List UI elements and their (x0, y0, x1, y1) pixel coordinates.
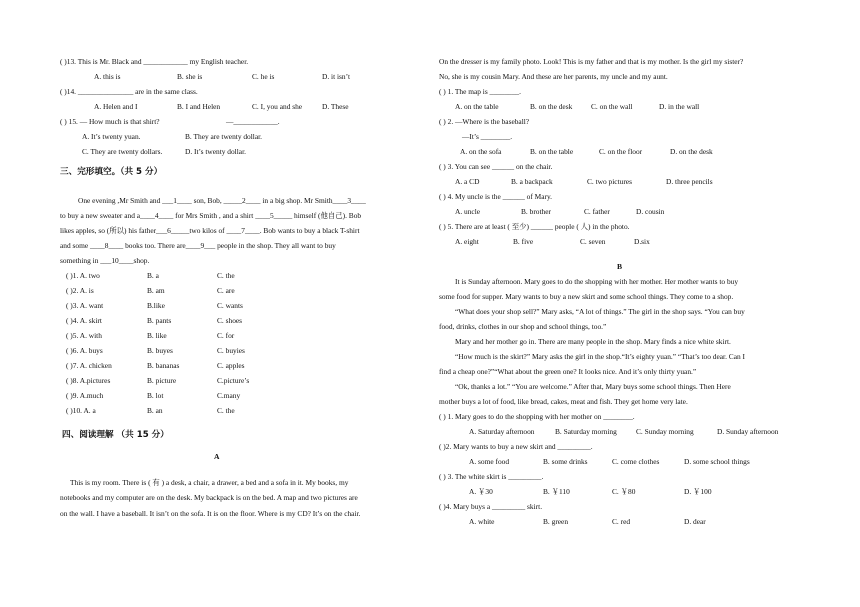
passage-line: This is my room. There is ( 有 ) a desk, a chair, a drawer, a bed and a sofa in it. My books, my (70, 478, 349, 487)
option-c: C. on the floor (599, 147, 643, 156)
cloze-item: ( )10. A. a (66, 406, 96, 415)
passage-line: “How much is the skirt?” Mary asks the girl in the shop.“It’s eighty yuan.” “That’s too dear. Can I (455, 352, 746, 361)
question-13: ( )13. This is Mr. Black and ____________ my English teacher. (60, 57, 249, 66)
option-b: B.like (147, 301, 165, 310)
option-b: B. pants (147, 316, 172, 325)
question: ( ) 5. There are at least ( 至少) ______ people ( 人) in the photo. (439, 222, 630, 231)
option-b: B. green (543, 517, 569, 526)
option-a: A. some food (469, 457, 510, 466)
option-b: B. picture (147, 376, 177, 385)
question-15: ( ) 15. — How much is that shirt? (60, 117, 160, 126)
option-b: B. like (147, 331, 167, 340)
option-a: A. white (469, 517, 495, 526)
question-sub: —It’s ________. (462, 132, 513, 141)
option-a: A. on the sofa (460, 147, 502, 156)
option-c: C. wants (217, 301, 243, 310)
option-d: D. in the wall (659, 102, 700, 111)
option-c: C. I, you and she (252, 102, 303, 111)
cloze-line: likes apples, so (所以) his father___6_____two kilos of ____7____. Bob wants to buy a black T-shirt (60, 226, 360, 235)
option-c: C. buyies (217, 346, 245, 355)
option-a: A. ￥30 (469, 487, 493, 496)
option-c: C. the (217, 271, 235, 280)
cloze-item: ( )5. A. with (66, 331, 102, 340)
cloze-line: and some ____8____ books too. There are____9___ people in the shop. They all want to buy (60, 241, 336, 250)
passage-line: food, drinks, clothes in our shop and school things, too.” (439, 322, 607, 331)
option-b: B. she is (177, 72, 203, 81)
passage-line: notebooks and my computer are on the desk. My backpack is on the bed. A map and two pictures are (60, 493, 358, 502)
option-c: C. come clothes (612, 457, 660, 466)
passage-line: mother buys a lot of food, like bread, cakes, meat and fish. They get home very late. (439, 397, 688, 406)
passage-line: find a cheap one?”“What about the green one? It looks nice. And it’s only thirty yuan.” (439, 367, 697, 376)
option-b: B. Saturday morning (555, 427, 617, 436)
cloze-item: ( )3. A. want (66, 301, 104, 310)
option-c: C. apples (217, 361, 245, 370)
option-d: D. some school things (684, 457, 750, 466)
option-c: C. Sunday morning (636, 427, 694, 436)
cloze-item: ( )7. A. chicken (66, 361, 112, 370)
question: ( ) 3. You can see ______ on the chair. (439, 162, 553, 171)
option-b: B. am (147, 286, 165, 295)
passage-line: Mary and her mother go in. There are many people in the shop. Mary finds a nice white skirt. (455, 337, 731, 346)
passage-label-b: B (617, 262, 623, 271)
passage-line: some food for supper. Mary wants to buy a new skirt and some school things. They come to a shop. (439, 292, 734, 301)
option-b: B. brother (521, 207, 551, 216)
question: ( ) 1. Mary goes to do the shopping with her mother on ________. (439, 412, 635, 421)
question-14: ( )14. _______________ are in the same class. (60, 87, 198, 96)
passage-line: It is Sunday afternoon. Mary goes to do the shopping with her mother. Her mother wants to buy (455, 277, 739, 286)
option-c: C. ￥80 (612, 487, 636, 496)
cloze-line: One evening ,Mr Smith and ___1____ son, Bob, _____2____ in a big shop. Mr Smith____3____ (78, 196, 366, 205)
option-b: B. an (147, 406, 163, 415)
cloze-item: ( )6. A. buys (66, 346, 103, 355)
option-c: C. seven (580, 237, 606, 246)
option-b: B. on the desk (530, 102, 573, 111)
option-a: A. Saturday afternoon (469, 427, 535, 436)
option-b: B. a (147, 271, 159, 280)
cloze-line: to buy a new sweater and a____4____ for Mrs Smith , and a shirt ____5_____ himself (他自己). Bob (60, 211, 362, 220)
passage-line: on the wall. I have a baseball. It isn’t on the sofa. It is on the floor. Where is my CD? It’s on the chair. (60, 509, 361, 518)
option-d: D. ￥100 (684, 487, 712, 496)
cloze-line: something in ___10____shop. (60, 256, 150, 265)
option-a: A. a CD (455, 177, 480, 186)
option-b: B. I and Helen (177, 102, 221, 111)
answer-blank: —____________. (226, 117, 280, 126)
option-c: C.picture’s (217, 376, 250, 385)
question: ( ) 3. The white skirt is _________. (439, 472, 544, 481)
option-d: D. it isn’t (322, 72, 350, 81)
option-c: C.many (217, 391, 241, 400)
cloze-item: ( )4. A. skirt (66, 316, 102, 325)
option-d: D. It’s twenty dollar. (185, 147, 246, 156)
option-c: C. father (584, 207, 610, 216)
question: ( )4. Mary buys a _________ skirt. (439, 502, 543, 511)
option-d: D. on the desk (670, 147, 713, 156)
option-d: D. cousin (636, 207, 665, 216)
option-a: A. Helen and I (94, 102, 138, 111)
section-title-cloze: 三、完形填空。（共 5 分） (60, 167, 163, 177)
passage-line: “Ok, thanks a lot.” “You are welcome.” After that, Mary buys some school things. Then Here (455, 382, 731, 391)
option-b: B. buyes (147, 346, 173, 355)
option-c: C. are (217, 286, 235, 295)
cloze-item: ( )1. A. two (66, 271, 100, 280)
option-a: A. It’s twenty yuan. (82, 132, 141, 141)
option-d: D. three pencils (666, 177, 713, 186)
option-b: B. They are twenty dollar. (185, 132, 263, 141)
cloze-item: ( )8. A.pictures (66, 376, 111, 385)
question: ( ) 4. My uncle is the ______ of Mary. (439, 192, 553, 201)
option-c: C. on the wall (591, 102, 633, 111)
cloze-item: ( )9. A.much (66, 391, 104, 400)
passage-label-a: A (214, 452, 220, 461)
question: ( ) 2. —Where is the baseball? (439, 117, 530, 126)
passage-line: On the dresser is my family photo. Look! This is my father and that is my mother. Is the girl my sister? (439, 57, 744, 66)
option-b: B. ￥110 (543, 487, 570, 496)
cloze-item: ( )2. A. is (66, 286, 94, 295)
option-a: A. this is (94, 72, 121, 81)
option-a: A. uncle (455, 207, 481, 216)
section-title-reading: 四、阅读理解 （共 15 分） (62, 430, 169, 440)
option-b: B. some drinks (543, 457, 588, 466)
option-c: C. the (217, 406, 235, 415)
option-c: C. red (612, 517, 631, 526)
option-d: D. dear (684, 517, 706, 526)
option-a: A. eight (455, 237, 479, 246)
option-c: C. two pictures (587, 177, 632, 186)
question: ( ) 1. The map is ________. (439, 87, 521, 96)
option-a: A. on the table (455, 102, 499, 111)
option-b: B. on the table (530, 147, 574, 156)
option-c: C. They are twenty dollars. (82, 147, 163, 156)
option-c: C. he is (252, 72, 275, 81)
passage-line: No, she is my cousin Mary. And these are her parents, my uncle and my aunt. (439, 72, 668, 81)
passage-line: “What does your shop sell?” Mary asks, “A lot of things.” The girl in the shop says. “You can buy (455, 307, 745, 316)
question: ( )2. Mary wants to buy a new skirt and _________. (439, 442, 593, 451)
option-b: B. five (513, 237, 534, 246)
option-d: D.six (634, 237, 650, 246)
option-d: D. These (322, 102, 349, 111)
option-b: B. a backpack (511, 177, 553, 186)
option-b: B. lot (147, 391, 164, 400)
option-b: B. bananas (147, 361, 180, 370)
option-d: D. Sunday afternoon (717, 427, 779, 436)
option-c: C. for (217, 331, 235, 340)
option-c: C. shoes (217, 316, 243, 325)
